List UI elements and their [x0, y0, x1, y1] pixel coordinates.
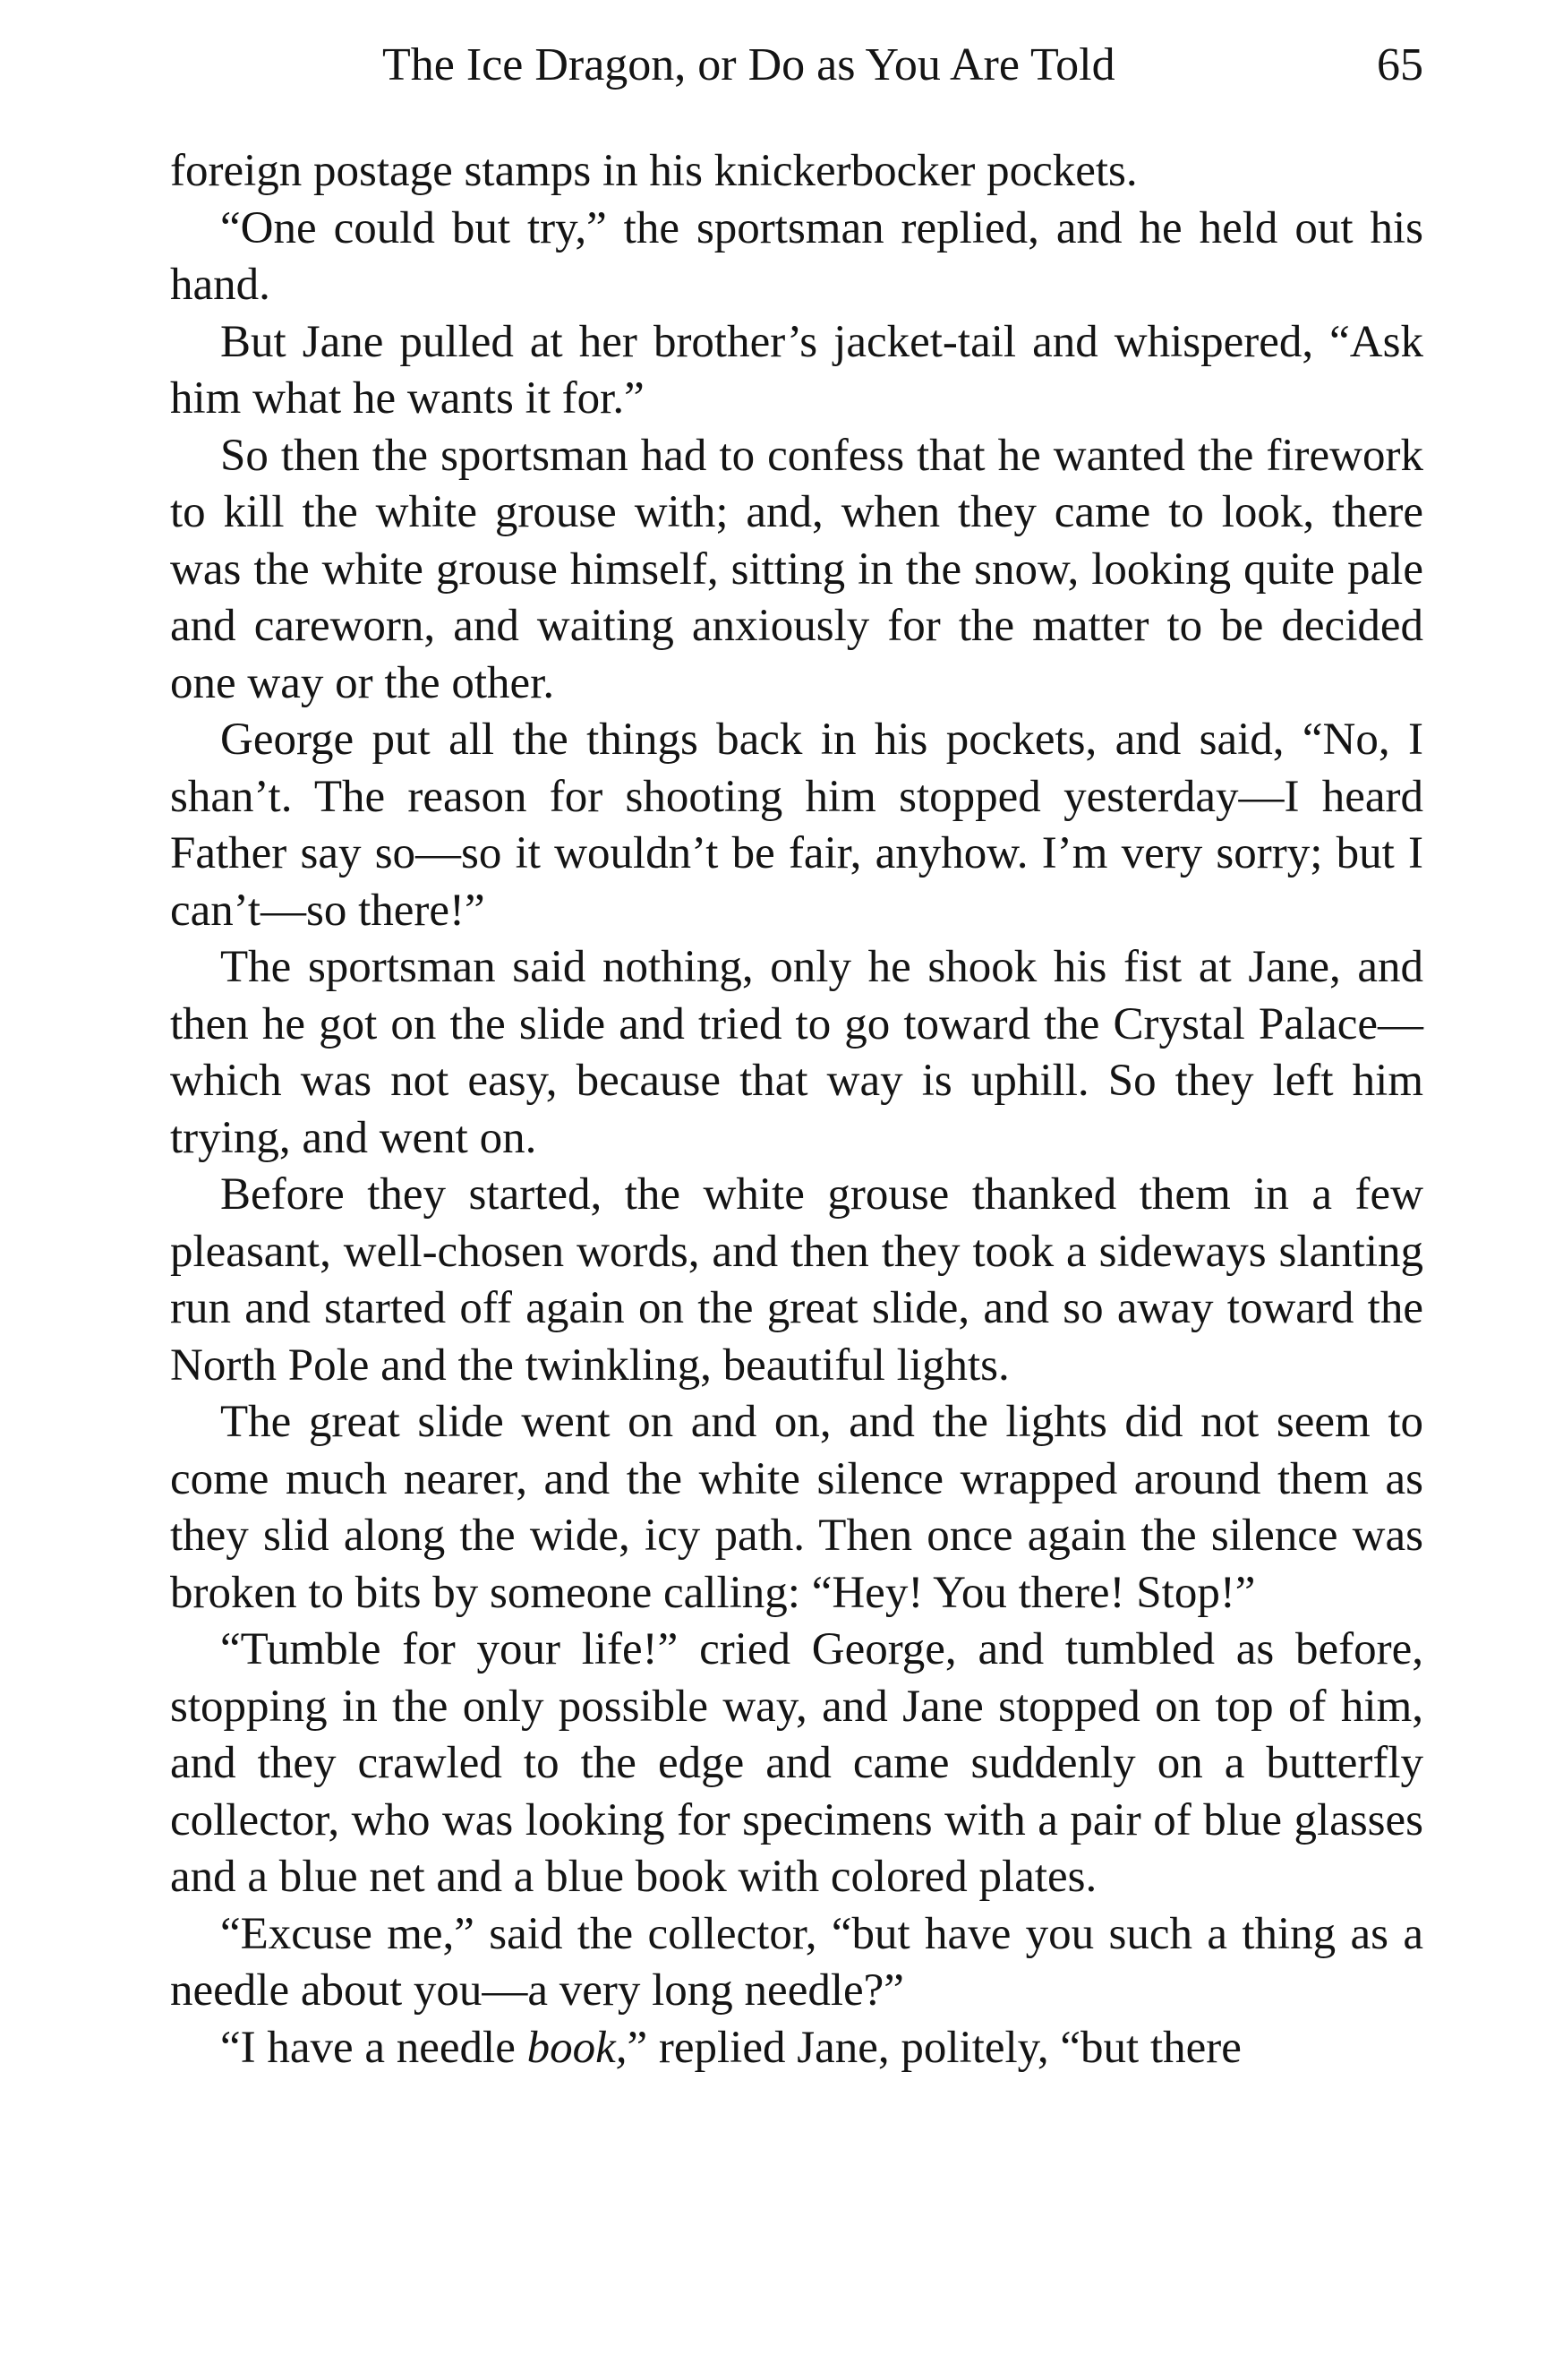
running-head: [170, 34, 1423, 97]
paragraph-final: [170, 2020, 1423, 2077]
paragraph: “One could but try,” the sportsman replied, and he held out his hand.: [170, 202, 1423, 310]
paragraph: “Excuse me,” said the collector, “but have you such a thing as a needle about you—a very long needle?”: [170, 1908, 1423, 2016]
paragraph-text: “I have a needle: [220, 2022, 527, 2073]
paragraph: So then the sportsman had to confess that he wanted the firework to kill the white grouse with; and, when they came to look, there was the white grouse himself, sitting in the snow, looking quite pale and careworn, and waiting anxiously for the matter to be decided one way or the other.: [170, 430, 1423, 708]
running-title: The Ice Dragon, or Do as You Are Told: [382, 39, 1115, 90]
paragraph: “Tumble for your life!” cried George, and tumbled as before, stopping in the only possible way, and Jane stopped on top of him, and they crawled to the edge and came suddenly on a butterfly collector, who was looking for specimens with a pair of blue glasses and a blue net and a blue book with colored plates.: [170, 1624, 1423, 1902]
paragraph: But Jane pulled at her brother’s jacket-tail and whispered, “Ask him what he wants it for.”: [170, 316, 1423, 424]
paragraph-text: ” replied Jane, politely, “but there: [627, 2022, 1242, 2073]
paragraph: George put all the things back in his pockets, and said, “No, I shan’t. The reason for shooting him stopped yesterday—I heard Father say so—so it wouldn’t be fair, anyhow. I’m very sorry; but I can’t—so there!”: [170, 715, 1423, 936]
paragraph: Before they started, the white grouse thanked them in a few pleasant, well-chosen words, and then they took a sideways slanting run and started off again on the great slide, and so away toward the North Pole and the twinkling, beautiful lights.: [170, 1169, 1423, 1391]
paragraph: The sportsman said nothing, only he shook his fist at Jane, and then he got on the slide and tried to go toward the Crystal Palace—which was not easy, because that way is uphill. So they left him trying, and went on.: [170, 942, 1423, 1163]
paragraph: foreign postage stamps in his knickerbocker pockets.: [170, 146, 1138, 196]
paragraph: The great slide went on and on, and the lights did not seem to come much nearer, and the white silence wrapped around them as they slid along the wide, icy path. Then once again the silence was broken to bits by someone calling: “Hey! You there! Stop!”: [170, 1397, 1423, 1618]
body-text: [170, 143, 1423, 2076]
page-number: 65: [1377, 39, 1423, 90]
emphasized-word: book,: [526, 2022, 628, 2073]
